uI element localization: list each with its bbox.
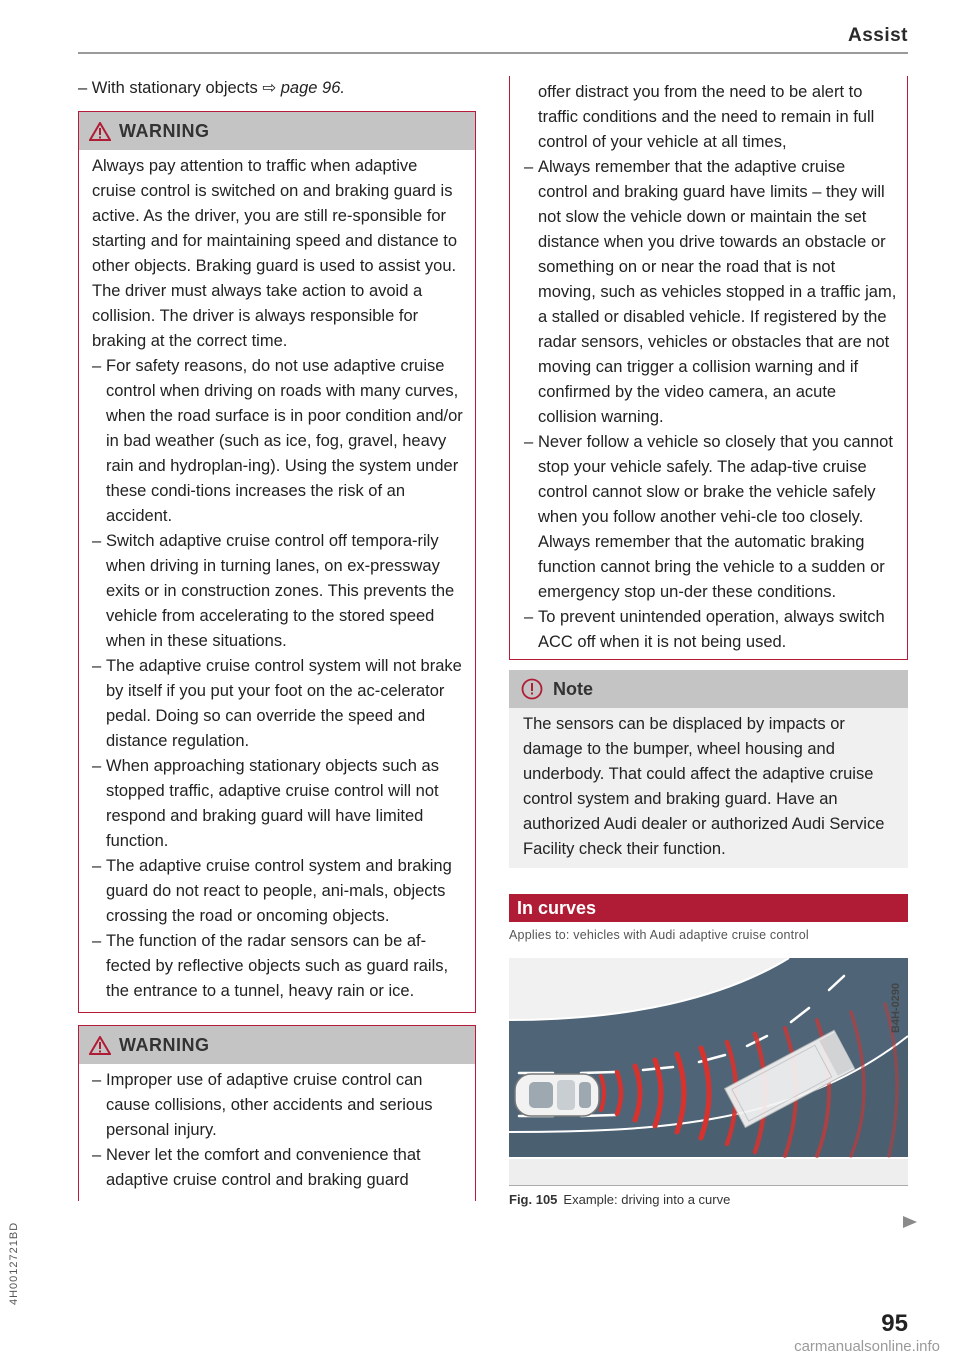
warning-header-2	[79, 1026, 475, 1064]
left-column	[78, 76, 476, 1201]
continued-text: offer distract you from the need to be alert to traffic conditions and the need to remain in full control of your vehicle at all times,	[538, 83, 875, 151]
continue-arrow-icon	[903, 1216, 917, 1228]
warning-continuation-box	[509, 76, 908, 660]
warning-box-1	[78, 111, 476, 1013]
right-column	[509, 76, 908, 1207]
list-item: – Never let the comfort and convenience that adaptive cruise control and braking guard	[92, 1143, 464, 1193]
curve-scene	[509, 958, 908, 1185]
applies-to-text: Applies to: vehicles with Audi adaptive cruise control	[509, 928, 809, 942]
section-heading: In curves	[509, 894, 908, 922]
intro-line	[78, 76, 476, 101]
list-item: – The adaptive cruise control system and braking guard do not react to people, ani-mals, objects crossing the road or oncoming objects.	[92, 854, 464, 929]
warning-bullet-list-2	[92, 1068, 464, 1193]
warning-title-2: WARNING	[119, 1034, 210, 1055]
list-item: – Improper use of adaptive cruise control can cause collisions, other accidents and serious personal injury.	[92, 1068, 464, 1143]
note-title: Note	[553, 678, 593, 699]
list-item: – For safety reasons, do not use adaptive cruise control when driving on roads with many curves, when the road surface is in poor condition and/or in bad weather (such as ice, fog, gravel, heavy rain and hydroplan-ing). Using the system under these condi-tions increases the risk of an accident.	[92, 354, 464, 529]
list-item: – Always remember that the adaptive cruise control and braking guard have limits – they will not slow the vehicle down or maintain the set distance when you drive towards an obstacle or something on or near the road that is not moving, such as vehicles stopped in a traffic jam, a stalled or disabled vehicle. If registered by the radar sensors, vehicles or obstacles that are not moving can trigger a collision warning and if confirmed by the video camera, an acute collision warning.	[524, 155, 897, 430]
list-item: – The function of the radar sensors can be af-fected by reflective objects such as guard rails, the entrance to a tunnel, heavy rain or ice.	[92, 929, 464, 1004]
page-reference-link[interactable]: ⇨ page 96.	[262, 79, 345, 97]
warning-triangle-icon	[89, 122, 111, 141]
warning-box-2	[78, 1025, 476, 1201]
list-item: – Never follow a vehicle so closely that you cannot stop your vehicle safely. The adap-tive cruise control cannot slow or brake the vehicle safely when you follow another vehi-cle too closely. Always remember that the automatic braking function cannot bring the vehicle to a sudden or emergency stop un-der these conditions.	[524, 430, 897, 605]
list-item: – To prevent unintended operation, always switch ACC off when it is not being used.	[524, 605, 897, 655]
intro-text: – With stationary objects	[78, 79, 263, 97]
note-body	[509, 708, 908, 868]
warning-header-1	[79, 112, 475, 150]
list-item: – Switch adaptive cruise control off tempora-rily when driving in turning lanes, on ex-pressway exits or in construction zones. This prevents the vehicle from accelerating to the stored speed when in these situations.	[92, 529, 464, 654]
warning-bullet-list-1	[92, 354, 464, 1004]
list-item: – The adaptive cruise control system will not brake by itself if you put your foot on the ac-celerator pedal. Doing so can override the speed and distance regulation.	[92, 654, 464, 754]
warning-body-1	[79, 150, 475, 1012]
figure-caption-text: Example: driving into a curve	[563, 1192, 731, 1207]
continued-bullet-list	[524, 155, 897, 655]
watermark-text: carmanualsonline.info	[794, 1338, 940, 1355]
figure-number: Fig. 105	[509, 1192, 558, 1207]
warning-triangle-icon	[89, 1036, 111, 1055]
page-header-title: Assist	[847, 25, 908, 46]
warning-paragraph: Always pay attention to traffic when adaptive cruise control is switched on and braking guard is active. As the driver, you are still re-sponsible for starting and for maintaining speed and distance to other objects. Braking guard is used to assist you. The driver must always take action to avoid a collision. The driver is always responsible for braking at the correct time.	[92, 157, 458, 350]
warning-body-2	[79, 1064, 475, 1201]
page-number: 95	[881, 1310, 908, 1337]
note-header	[509, 670, 908, 708]
header-rule	[78, 52, 908, 54]
curve-illustration	[509, 958, 908, 1186]
note-box	[509, 670, 908, 868]
note-text: The sensors can be displaced by impacts or damage to the bumper, wheel housing and underbody. That could affect the adaptive cruise control system and braking guard. Have an authorized Audi dealer or authorized Audi Service Facility check their function.	[523, 715, 885, 858]
document-code: 4H0012721BD	[8, 1221, 20, 1305]
warning-title-1: WARNING	[119, 120, 210, 141]
list-item: – When approaching stationary objects such as stopped traffic, adaptive cruise control will not respond and braking guard will have limited function.	[92, 754, 464, 854]
info-exclamation-icon	[521, 678, 543, 700]
figure-caption	[509, 1192, 908, 1207]
figure-code: B4H-0290	[890, 982, 902, 1034]
